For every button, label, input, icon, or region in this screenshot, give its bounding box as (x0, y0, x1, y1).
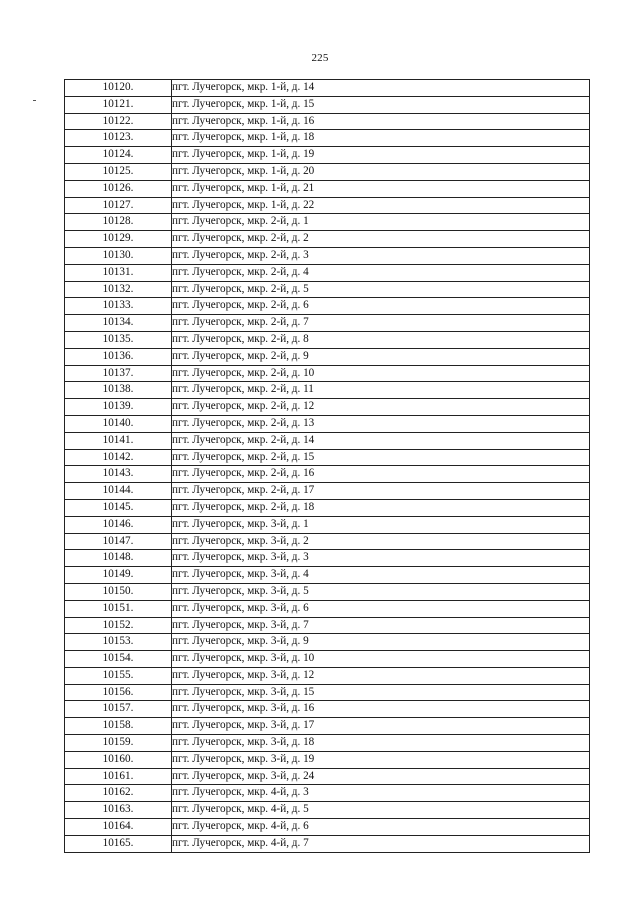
row-number: 10134. (65, 315, 172, 332)
address-table (64, 79, 590, 853)
table-row (65, 298, 590, 315)
scan-mark (33, 100, 36, 101)
row-number: 10152. (65, 617, 172, 634)
table-row (65, 281, 590, 298)
row-number: 10124. (65, 147, 172, 164)
row-number: 10159. (65, 735, 172, 752)
row-address: пгт. Лучегорск, мкр. 1-й, д. 21 (172, 180, 590, 197)
row-number: 10154. (65, 651, 172, 668)
row-number: 10128. (65, 214, 172, 231)
table-row (65, 667, 590, 684)
table-row (65, 348, 590, 365)
row-number: 10120. (65, 80, 172, 97)
row-number: 10157. (65, 701, 172, 718)
table-row (65, 684, 590, 701)
row-number: 10146. (65, 516, 172, 533)
row-number: 10125. (65, 163, 172, 180)
row-address: пгт. Лучегорск, мкр. 1-й, д. 18 (172, 130, 590, 147)
table-row (65, 163, 590, 180)
row-address: пгт. Лучегорск, мкр. 3-й, д. 5 (172, 583, 590, 600)
row-address: пгт. Лучегорск, мкр. 2-й, д. 18 (172, 499, 590, 516)
table-row (65, 365, 590, 382)
table-row (65, 819, 590, 836)
table-row (65, 768, 590, 785)
row-number: 10155. (65, 667, 172, 684)
row-address: пгт. Лучегорск, мкр. 3-й, д. 15 (172, 684, 590, 701)
row-number: 10141. (65, 432, 172, 449)
row-address: пгт. Лучегорск, мкр. 2-й, д. 16 (172, 466, 590, 483)
table-row (65, 331, 590, 348)
row-address: пгт. Лучегорск, мкр. 3-й, д. 3 (172, 550, 590, 567)
row-number: 10123. (65, 130, 172, 147)
row-address: пгт. Лучегорск, мкр. 3-й, д. 17 (172, 718, 590, 735)
row-address: пгт. Лучегорск, мкр. 1-й, д. 20 (172, 163, 590, 180)
row-address: пгт. Лучегорск, мкр. 2-й, д. 9 (172, 348, 590, 365)
table-row (65, 466, 590, 483)
row-address: пгт. Лучегорск, мкр. 2-й, д. 6 (172, 298, 590, 315)
table-row (65, 583, 590, 600)
row-address: пгт. Лучегорск, мкр. 2-й, д. 14 (172, 432, 590, 449)
row-number: 10156. (65, 684, 172, 701)
row-number: 10162. (65, 785, 172, 802)
table-row (65, 617, 590, 634)
table-row (65, 785, 590, 802)
row-number: 10158. (65, 718, 172, 735)
row-number: 10151. (65, 600, 172, 617)
row-address: пгт. Лучегорск, мкр. 4-й, д. 3 (172, 785, 590, 802)
table-row (65, 600, 590, 617)
table-row (65, 701, 590, 718)
row-address: пгт. Лучегорск, мкр. 2-й, д. 3 (172, 247, 590, 264)
address-table-body (65, 80, 590, 853)
row-address: пгт. Лучегорск, мкр. 3-й, д. 2 (172, 533, 590, 550)
row-number: 10165. (65, 835, 172, 852)
row-number: 10164. (65, 819, 172, 836)
table-row (65, 264, 590, 281)
table-row (65, 415, 590, 432)
table-row (65, 130, 590, 147)
table-row (65, 180, 590, 197)
table-row (65, 197, 590, 214)
row-number: 10138. (65, 382, 172, 399)
table-row (65, 499, 590, 516)
row-number: 10121. (65, 96, 172, 113)
row-address: пгт. Лучегорск, мкр. 1-й, д. 22 (172, 197, 590, 214)
row-address: пгт. Лучегорск, мкр. 3-й, д. 10 (172, 651, 590, 668)
table-row (65, 735, 590, 752)
row-address: пгт. Лучегорск, мкр. 3-й, д. 7 (172, 617, 590, 634)
row-number: 10122. (65, 113, 172, 130)
row-number: 10135. (65, 331, 172, 348)
row-number: 10147. (65, 533, 172, 550)
row-address: пгт. Лучегорск, мкр. 2-й, д. 7 (172, 315, 590, 332)
row-number: 10160. (65, 751, 172, 768)
row-number: 10144. (65, 483, 172, 500)
table-row (65, 835, 590, 852)
row-address: пгт. Лучегорск, мкр. 2-й, д. 12 (172, 399, 590, 416)
row-address: пгт. Лучегорск, мкр. 2-й, д. 2 (172, 231, 590, 248)
row-address: пгт. Лучегорск, мкр. 1-й, д. 19 (172, 147, 590, 164)
row-address: пгт. Лучегорск, мкр. 3-й, д. 19 (172, 751, 590, 768)
row-address: пгт. Лучегорск, мкр. 3-й, д. 16 (172, 701, 590, 718)
row-number: 10153. (65, 634, 172, 651)
row-address: пгт. Лучегорск, мкр. 3-й, д. 18 (172, 735, 590, 752)
row-address: пгт. Лучегорск, мкр. 2-й, д. 15 (172, 449, 590, 466)
table-row (65, 634, 590, 651)
table-row (65, 113, 590, 130)
row-address: пгт. Лучегорск, мкр. 3-й, д. 1 (172, 516, 590, 533)
row-number: 10132. (65, 281, 172, 298)
row-address: пгт. Лучегорск, мкр. 4-й, д. 7 (172, 835, 590, 852)
row-address: пгт. Лучегорск, мкр. 3-й, д. 9 (172, 634, 590, 651)
table-row (65, 247, 590, 264)
row-number: 10161. (65, 768, 172, 785)
row-number: 10133. (65, 298, 172, 315)
table-row (65, 516, 590, 533)
row-address: пгт. Лучегорск, мкр. 2-й, д. 11 (172, 382, 590, 399)
row-address: пгт. Лучегорск, мкр. 2-й, д. 17 (172, 483, 590, 500)
row-number: 10130. (65, 247, 172, 264)
row-number: 10150. (65, 583, 172, 600)
page-number: 225 (311, 52, 329, 64)
row-number: 10131. (65, 264, 172, 281)
table-row (65, 399, 590, 416)
table-row (65, 315, 590, 332)
row-address: пгт. Лучегорск, мкр. 2-й, д. 5 (172, 281, 590, 298)
row-number: 10145. (65, 499, 172, 516)
table-row (65, 550, 590, 567)
row-address: пгт. Лучегорск, мкр. 3-й, д. 12 (172, 667, 590, 684)
table-row (65, 214, 590, 231)
row-address: пгт. Лучегорск, мкр. 2-й, д. 4 (172, 264, 590, 281)
row-number: 10163. (65, 802, 172, 819)
row-number: 10149. (65, 567, 172, 584)
row-number: 10148. (65, 550, 172, 567)
row-number: 10140. (65, 415, 172, 432)
row-number: 10129. (65, 231, 172, 248)
table-row (65, 567, 590, 584)
row-address: пгт. Лучегорск, мкр. 2-й, д. 8 (172, 331, 590, 348)
table-row (65, 751, 590, 768)
row-address: пгт. Лучегорск, мкр. 3-й, д. 4 (172, 567, 590, 584)
row-address: пгт. Лучегорск, мкр. 1-й, д. 16 (172, 113, 590, 130)
table-row (65, 96, 590, 113)
row-number: 10127. (65, 197, 172, 214)
row-number: 10139. (65, 399, 172, 416)
table-row (65, 231, 590, 248)
table-row (65, 80, 590, 97)
table-row (65, 147, 590, 164)
row-address: пгт. Лучегорск, мкр. 1-й, д. 14 (172, 80, 590, 97)
row-address: пгт. Лучегорск, мкр. 2-й, д. 1 (172, 214, 590, 231)
table-row (65, 483, 590, 500)
row-address: пгт. Лучегорск, мкр. 3-й, д. 6 (172, 600, 590, 617)
row-address: пгт. Лучегорск, мкр. 2-й, д. 10 (172, 365, 590, 382)
row-number: 10142. (65, 449, 172, 466)
table-row (65, 432, 590, 449)
row-address: пгт. Лучегорск, мкр. 3-й, д. 24 (172, 768, 590, 785)
table-row (65, 533, 590, 550)
table-row (65, 718, 590, 735)
table-row (65, 382, 590, 399)
table-row (65, 651, 590, 668)
row-number: 10143. (65, 466, 172, 483)
row-number: 10137. (65, 365, 172, 382)
row-address: пгт. Лучегорск, мкр. 4-й, д. 6 (172, 819, 590, 836)
row-address: пгт. Лучегорск, мкр. 4-й, д. 5 (172, 802, 590, 819)
table-row (65, 449, 590, 466)
row-address: пгт. Лучегорск, мкр. 2-й, д. 13 (172, 415, 590, 432)
row-number: 10136. (65, 348, 172, 365)
row-number: 10126. (65, 180, 172, 197)
row-address: пгт. Лучегорск, мкр. 1-й, д. 15 (172, 96, 590, 113)
table-row (65, 802, 590, 819)
